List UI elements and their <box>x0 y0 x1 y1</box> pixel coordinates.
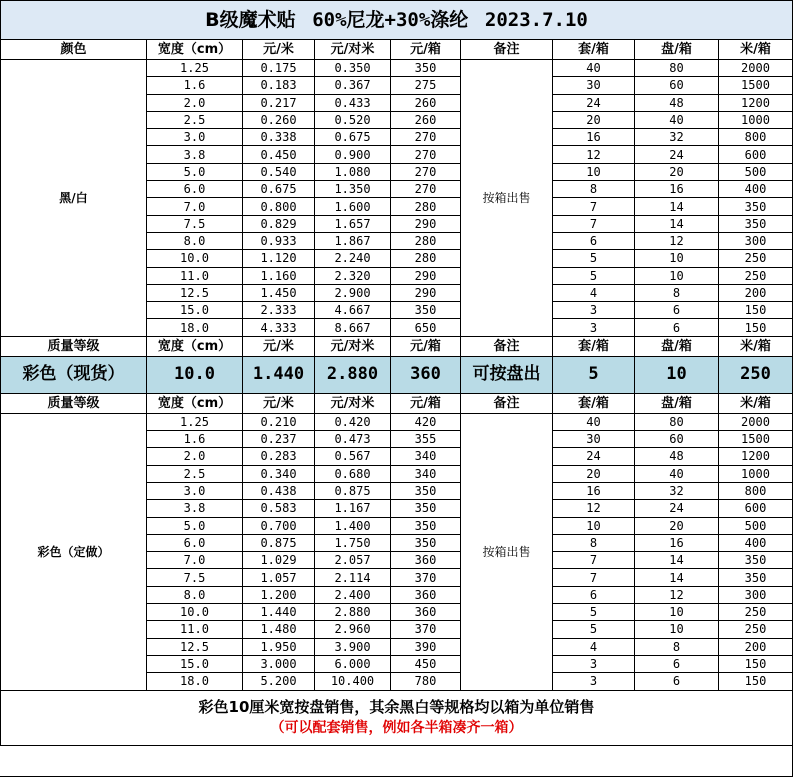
table-cell: 280 <box>391 232 461 249</box>
table-cell: 1.25 <box>147 60 243 77</box>
table-cell: 370 <box>391 621 461 638</box>
table-cell: 3.8 <box>147 500 243 517</box>
table-cell: 5 <box>553 250 635 267</box>
table-cell: 15.0 <box>147 302 243 319</box>
table-cell: 0.450 <box>243 146 315 163</box>
table-cell: 11.0 <box>147 621 243 638</box>
table-cell: 18.0 <box>147 319 243 336</box>
table-cell: 32 <box>635 482 719 499</box>
table-cell: 280 <box>391 198 461 215</box>
header-row-mid <box>1 393 793 413</box>
table-cell: 8.667 <box>315 319 391 336</box>
table-cell: 150 <box>719 673 793 690</box>
table-cell: 5 <box>553 356 635 393</box>
table-cell: 7.0 <box>147 552 243 569</box>
table-cell: 1000 <box>719 465 793 482</box>
table-cell: 3.0 <box>147 482 243 499</box>
table-cell: 10 <box>635 267 719 284</box>
table-cell: 24 <box>553 94 635 111</box>
column-header: 套/箱 <box>553 393 635 413</box>
table-cell: 0.175 <box>243 60 315 77</box>
table-cell: 5.0 <box>147 163 243 180</box>
table-cell: 275 <box>391 77 461 94</box>
table-cell: 1.160 <box>243 267 315 284</box>
table-cell: 1.350 <box>315 181 391 198</box>
column-header: 元/米 <box>243 40 315 60</box>
table-cell: 150 <box>719 302 793 319</box>
table-cell: 1.25 <box>147 413 243 430</box>
table-cell: 0.875 <box>243 534 315 551</box>
table-cell: 3 <box>553 319 635 336</box>
footer-line-1: 彩色10厘米宽按盘销售，其余黑白等规格均以箱为单位销售 <box>198 698 595 716</box>
table-cell: 20 <box>635 163 719 180</box>
table-cell: 350 <box>391 500 461 517</box>
table-cell: 16 <box>635 181 719 198</box>
column-header: 盘/箱 <box>635 40 719 60</box>
table-cell: 1500 <box>719 77 793 94</box>
title-spec: 60%尼龙+30%涤纶 <box>312 8 469 31</box>
table-cell: 4.667 <box>315 302 391 319</box>
remark-cell: 按箱出售 <box>461 413 553 690</box>
table-cell: 4 <box>553 284 635 301</box>
table-cell: 270 <box>391 163 461 180</box>
table-cell: 260 <box>391 94 461 111</box>
table-cell: 500 <box>719 163 793 180</box>
table-cell: 18.0 <box>147 673 243 690</box>
column-header: 颜色 <box>1 40 147 60</box>
table-cell: 370 <box>391 569 461 586</box>
table-cell: 3.0 <box>147 129 243 146</box>
table-cell: 0.283 <box>243 448 315 465</box>
table-cell: 3 <box>553 655 635 672</box>
table-cell: 0.520 <box>315 111 391 128</box>
table-cell: 2.114 <box>315 569 391 586</box>
table-cell: 2.333 <box>243 302 315 319</box>
table-cell: 2.0 <box>147 448 243 465</box>
column-header: 备注 <box>461 336 553 356</box>
table-cell: 260 <box>391 111 461 128</box>
table-cell: 16 <box>553 129 635 146</box>
table-cell: 24 <box>635 500 719 517</box>
table-cell: 250 <box>719 250 793 267</box>
table-cell: 270 <box>391 146 461 163</box>
table-cell: 0.260 <box>243 111 315 128</box>
table-cell: 1.080 <box>315 163 391 180</box>
table-cell: 0.338 <box>243 129 315 146</box>
table-cell: 0.420 <box>315 413 391 430</box>
table-cell: 200 <box>719 284 793 301</box>
table-cell: 1.057 <box>243 569 315 586</box>
table-cell: 12.5 <box>147 638 243 655</box>
table-cell: 1.657 <box>315 215 391 232</box>
table-cell: 24 <box>553 448 635 465</box>
grade-label: 彩色（定做） <box>1 413 147 690</box>
column-header: 套/箱 <box>553 40 635 60</box>
table-cell: 290 <box>391 267 461 284</box>
column-header: 元/对米 <box>315 336 391 356</box>
table-cell: 2.960 <box>315 621 391 638</box>
table-cell: 5.0 <box>147 517 243 534</box>
table-cell: 350 <box>391 517 461 534</box>
table-cell: 6 <box>635 302 719 319</box>
table-cell: 2.5 <box>147 111 243 128</box>
table-cell: 5.200 <box>243 673 315 690</box>
table-cell: 10 <box>635 604 719 621</box>
table-cell: 390 <box>391 638 461 655</box>
table-cell: 5 <box>553 267 635 284</box>
table-cell: 280 <box>391 250 461 267</box>
table-cell: 6.000 <box>315 655 391 672</box>
table-cell: 1.6 <box>147 77 243 94</box>
table-cell: 10 <box>635 250 719 267</box>
grade-label: 黑/白 <box>1 60 147 337</box>
table-cell: 2000 <box>719 60 793 77</box>
table-cell: 3.900 <box>315 638 391 655</box>
table-cell: 350 <box>391 482 461 499</box>
table-cell: 6 <box>635 319 719 336</box>
column-header: 元/箱 <box>391 336 461 356</box>
table-cell: 6.0 <box>147 181 243 198</box>
table-cell: 1200 <box>719 448 793 465</box>
table-cell: 6 <box>635 673 719 690</box>
table-cell: 350 <box>719 198 793 215</box>
table-cell: 290 <box>391 215 461 232</box>
table-cell: 8 <box>553 534 635 551</box>
table-cell: 12 <box>635 586 719 603</box>
header-row-top <box>1 40 793 60</box>
table-cell: 0.350 <box>315 60 391 77</box>
table-cell: 2.057 <box>315 552 391 569</box>
table-cell: 7 <box>553 569 635 586</box>
table-cell: 14 <box>635 215 719 232</box>
table-cell: 1.6 <box>147 431 243 448</box>
table-cell: 1.200 <box>243 586 315 603</box>
table-cell: 4.333 <box>243 319 315 336</box>
table-cell: 80 <box>635 60 719 77</box>
table-row <box>1 413 793 430</box>
table-cell: 200 <box>719 638 793 655</box>
table-cell: 2.400 <box>315 586 391 603</box>
table-cell: 150 <box>719 655 793 672</box>
table-cell: 7 <box>553 198 635 215</box>
table-cell: 60 <box>635 431 719 448</box>
table-cell: 1.600 <box>315 198 391 215</box>
column-header: 元/米 <box>243 336 315 356</box>
column-header: 元/对米 <box>315 393 391 413</box>
table-cell: 10.400 <box>315 673 391 690</box>
table-cell: 250 <box>719 604 793 621</box>
table-cell: 600 <box>719 500 793 517</box>
table-cell: 400 <box>719 181 793 198</box>
table-cell: 0.183 <box>243 77 315 94</box>
table-cell: 8.0 <box>147 586 243 603</box>
header-row-mid <box>1 336 793 356</box>
table-cell: 14 <box>635 569 719 586</box>
table-cell: 3.000 <box>243 655 315 672</box>
table-cell: 12.5 <box>147 284 243 301</box>
table-cell: 270 <box>391 181 461 198</box>
table-cell: 3 <box>553 302 635 319</box>
table-cell: 360 <box>391 356 461 393</box>
table-cell: 40 <box>553 60 635 77</box>
table-cell: 0.680 <box>315 465 391 482</box>
table-cell: 7 <box>553 215 635 232</box>
table-cell: 8 <box>553 181 635 198</box>
footer-note <box>1 690 793 745</box>
table-cell: 14 <box>635 552 719 569</box>
table-cell: 0.829 <box>243 215 315 232</box>
table-cell: 0.237 <box>243 431 315 448</box>
table-cell: 5 <box>553 604 635 621</box>
table-cell: 8.0 <box>147 232 243 249</box>
column-header: 盘/箱 <box>635 393 719 413</box>
column-header: 宽度（cm） <box>147 336 243 356</box>
table-cell: 6.0 <box>147 534 243 551</box>
column-header: 套/箱 <box>553 336 635 356</box>
table-cell: 20 <box>635 517 719 534</box>
table-cell: 0.900 <box>315 146 391 163</box>
table-cell: 340 <box>391 465 461 482</box>
column-header: 米/箱 <box>719 40 793 60</box>
table-cell: 1.440 <box>243 604 315 621</box>
column-header: 盘/箱 <box>635 336 719 356</box>
table-cell: 350 <box>391 302 461 319</box>
table-cell: 1.440 <box>243 356 315 393</box>
table-cell: 360 <box>391 604 461 621</box>
table-cell: 1.167 <box>315 500 391 517</box>
table-cell: 300 <box>719 232 793 249</box>
column-header: 宽度（cm） <box>147 393 243 413</box>
table-cell: 4 <box>553 638 635 655</box>
table-cell: 30 <box>553 431 635 448</box>
table-cell: 650 <box>391 319 461 336</box>
table-cell: 0.933 <box>243 232 315 249</box>
remark-cell: 可按盘出 <box>461 356 553 393</box>
table-cell: 20 <box>553 111 635 128</box>
table-cell: 24 <box>635 146 719 163</box>
table-cell: 360 <box>391 586 461 603</box>
table-cell: 10 <box>635 356 719 393</box>
table-cell: 0.433 <box>315 94 391 111</box>
table-cell: 10.0 <box>147 250 243 267</box>
table-cell: 500 <box>719 517 793 534</box>
table-cell: 0.800 <box>243 198 315 215</box>
table-cell: 0.340 <box>243 465 315 482</box>
table-cell: 5 <box>553 621 635 638</box>
table-cell: 30 <box>553 77 635 94</box>
table-cell: 10.0 <box>147 604 243 621</box>
table-cell: 32 <box>635 129 719 146</box>
column-header: 宽度（cm） <box>147 40 243 60</box>
table-cell: 355 <box>391 431 461 448</box>
table-cell: 350 <box>719 215 793 232</box>
table-cell: 2.240 <box>315 250 391 267</box>
table-cell: 250 <box>719 267 793 284</box>
table-cell: 10 <box>553 163 635 180</box>
table-cell: 600 <box>719 146 793 163</box>
table-cell: 7 <box>553 552 635 569</box>
table-cell: 270 <box>391 129 461 146</box>
footer-row <box>1 690 793 745</box>
table-cell: 7.5 <box>147 215 243 232</box>
table-cell: 450 <box>391 655 461 672</box>
table-cell: 2.320 <box>315 267 391 284</box>
column-header: 备注 <box>461 393 553 413</box>
stock-color-row <box>1 356 793 393</box>
table-cell: 6 <box>553 232 635 249</box>
table-cell: 7.5 <box>147 569 243 586</box>
column-header: 米/箱 <box>719 393 793 413</box>
title-date: 2023.7.10 <box>484 8 588 31</box>
table-cell: 800 <box>719 129 793 146</box>
table-cell: 350 <box>391 534 461 551</box>
table-cell: 60 <box>635 77 719 94</box>
table-cell: 1500 <box>719 431 793 448</box>
table-cell: 400 <box>719 534 793 551</box>
table-cell: 3.8 <box>147 146 243 163</box>
table-cell: 0.675 <box>315 129 391 146</box>
title-product: B级魔术贴 <box>205 8 296 31</box>
table-cell: 0.210 <box>243 413 315 430</box>
table-cell: 0.540 <box>243 163 315 180</box>
table-cell: 3 <box>553 673 635 690</box>
table-cell: 2.880 <box>315 356 391 393</box>
table-cell: 0.438 <box>243 482 315 499</box>
column-header: 元/对米 <box>315 40 391 60</box>
footer-line-2: （可以配套销售，例如各半箱凑齐一箱） <box>270 720 523 736</box>
table-cell: 350 <box>719 569 793 586</box>
table-cell: 0.583 <box>243 500 315 517</box>
table-cell: 0.567 <box>315 448 391 465</box>
table-cell: 1.950 <box>243 638 315 655</box>
table-row <box>1 60 793 77</box>
table-cell: 1.750 <box>315 534 391 551</box>
table-cell: 250 <box>719 621 793 638</box>
table-cell: 1.029 <box>243 552 315 569</box>
table-cell: 16 <box>635 534 719 551</box>
column-header: 米/箱 <box>719 336 793 356</box>
table-cell: 1.400 <box>315 517 391 534</box>
grade-label: 彩色（现货） <box>1 356 147 393</box>
table-cell: 800 <box>719 482 793 499</box>
remark-cell: 按箱出售 <box>461 60 553 337</box>
table-cell: 250 <box>719 356 793 393</box>
sheet-title <box>1 1 793 40</box>
table-cell: 420 <box>391 413 461 430</box>
table-cell: 2.0 <box>147 94 243 111</box>
table-cell: 10.0 <box>147 356 243 393</box>
table-cell: 150 <box>719 319 793 336</box>
table-cell: 40 <box>553 413 635 430</box>
table-cell: 0.473 <box>315 431 391 448</box>
table-cell: 8 <box>635 284 719 301</box>
table-cell: 10 <box>635 621 719 638</box>
table-cell: 1000 <box>719 111 793 128</box>
table-cell: 48 <box>635 94 719 111</box>
table-cell: 1.450 <box>243 284 315 301</box>
table-cell: 12 <box>635 232 719 249</box>
table-cell: 300 <box>719 586 793 603</box>
table-cell: 0.875 <box>315 482 391 499</box>
table-cell: 290 <box>391 284 461 301</box>
table-cell: 10 <box>553 517 635 534</box>
table-cell: 16 <box>553 482 635 499</box>
table-cell: 350 <box>719 552 793 569</box>
column-header: 质量等级 <box>1 393 147 413</box>
table-cell: 1.867 <box>315 232 391 249</box>
table-cell: 40 <box>635 465 719 482</box>
table-cell: 80 <box>635 413 719 430</box>
table-cell: 350 <box>391 60 461 77</box>
column-header: 元/米 <box>243 393 315 413</box>
table-cell: 8 <box>635 638 719 655</box>
table-cell: 2.900 <box>315 284 391 301</box>
table-cell: 340 <box>391 448 461 465</box>
table-cell: 7.0 <box>147 198 243 215</box>
table-cell: 1.480 <box>243 621 315 638</box>
table-cell: 2.880 <box>315 604 391 621</box>
table-cell: 48 <box>635 448 719 465</box>
table-cell: 0.700 <box>243 517 315 534</box>
table-cell: 0.367 <box>315 77 391 94</box>
column-header: 备注 <box>461 40 553 60</box>
table-cell: 20 <box>553 465 635 482</box>
table-cell: 2.5 <box>147 465 243 482</box>
table-cell: 0.675 <box>243 181 315 198</box>
table-cell: 15.0 <box>147 655 243 672</box>
column-header: 元/箱 <box>391 40 461 60</box>
table-cell: 40 <box>635 111 719 128</box>
table-cell: 14 <box>635 198 719 215</box>
column-header: 元/箱 <box>391 393 461 413</box>
table-cell: 6 <box>553 586 635 603</box>
title-row <box>1 1 793 40</box>
table-cell: 0.217 <box>243 94 315 111</box>
table-cell: 11.0 <box>147 267 243 284</box>
table-cell: 1200 <box>719 94 793 111</box>
table-cell: 780 <box>391 673 461 690</box>
table-cell: 1.120 <box>243 250 315 267</box>
table-cell: 12 <box>553 500 635 517</box>
table-cell: 2000 <box>719 413 793 430</box>
table-cell: 6 <box>635 655 719 672</box>
table-cell: 360 <box>391 552 461 569</box>
column-header: 质量等级 <box>1 336 147 356</box>
table-cell: 12 <box>553 146 635 163</box>
